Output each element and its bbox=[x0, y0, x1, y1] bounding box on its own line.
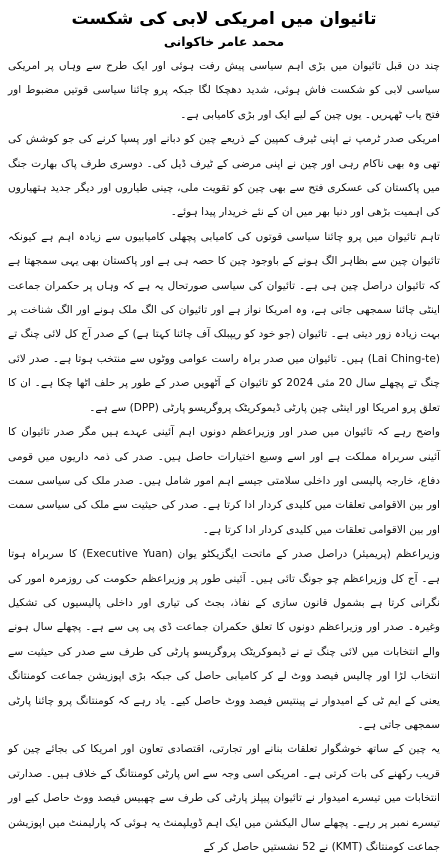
article-paragraph: واضح رہے کہ تائیوان میں صدر اور وزیراعظم دونوں اہم آئینی عہدے ہیں مگر صدر تائیوان کا آئینی سربراہ مملکت ہے اور اسے وسیع اختیارات حاصل ہیں۔ صدر کی ذمہ داریوں میں قومی دفاع، خارجہ پالیسی اور داخلی سلامتی جیسے اہم امور شامل ہیں۔ صدر ملک کی سیاسی سمت اور بین الاقوامی تعلقات میں کلیدی کردار ادا کرتا ہے۔ صدر کی حیثیت سے ملک کی سیاسی سمت اور بین الاقوامی تعلقات میں کلیدی کردار ادا کرتا ہے۔ bbox=[8, 426, 440, 536]
article-paragraph: تاہم تائیوان میں پرو چائنا سیاسی قوتوں کی کامیابی پچھلی کامیابیوں سے زیادہ اہم ہے کیونکہ تائیوان چین سے بظاہر الگ ہونے کے باوجود چین کا حصہ ہی ہے اور پاکستان بھی یہی سمجھتا ہے کہ تائیوان دراصل چین ہی ہے۔ تائیوان کی سیاسی صورتحال یہ ہے کہ وہاں پر حکمران جماعت اینٹی چائنا سمجھی جاتی ہے، وہ امریکا نواز ہے اور تائیوان کی الگ ملک ہونے اور الگ شناخت پر بہت زیادہ زور دیتی ہے۔ تائیوان (جو خود کو ریپبلک آف چائنا کہتا ہے) کے صدر آج کل لائی چنگ تے (Lai Ching-te) ہیں۔ تائیوان میں صدر براہ راست عوامی ووٹوں سے منتخب ہوتا ہے۔ صدر لائی چنگ تے پچھلے سال 20 مئی 2024 کو تائیوان کے آٹھویں صدر کے طور پر حلف اٹھا چکا ہے۔ ان کا تعلق پرو امریکا اور اینٹی چین پارٹی ڈیموکریٹک پروگریسو پارٹی (DPP) سے ہے۔ bbox=[8, 230, 440, 414]
article-paragraph: یہ چین کے ساتھ خوشگوار تعلقات بنانے اور تجارتی، اقتصادی تعاون اور امریکا کی بجائے چین کو قریب رکھنے کی بات کرتی ہے۔ امریکی اسی وجہ سے اس پارٹی کومنتانگ کے خلاف ہیں۔ صدارتی انتخابات میں تیسرے امیدوار نے تائیوان پیپلز پارٹی کی طرف سے چھبیس فیصد ووٹ حاصل کیے اور تیسرے نمبر پر رہے۔ پچھلے سال الیکشن میں ایک اہم ڈویلپمنٹ یہ ہوئی کہ پارلیمنٹ میں اپوزیشن جماعت کومنتانگ (KMT) نے 52 نشستیں حاصل کر کے bbox=[8, 743, 440, 853]
article-title: تائیوان میں امریکی لابی کی شکست bbox=[71, 9, 377, 29]
article-paragraph: وزیراعظم (پریمیئر) دراصل صدر کے ماتحت ایگزیکٹو یوان (Executive Yuan) کا سربراہ ہوتا ہے۔ آج کل وزیراعظم چو جونگ تائی ہیں۔ آئینی طور پر وزیراعظم حکومت کی روزمرہ امور کی نگرانی کرتا ہے بشمول قانون سازی کے نفاذ، بجٹ کی تیاری اور داخلی پالیسیوں کی تشکیل وغیرہ۔ صدر اور وزیراعظم دونوں کا تعلق حکمران جماعت ڈی پی پی سے ہے۔ پچھلے سال ہونے والے انتخابات میں لائی چنگ تے نے ڈیموکریٹک پروگریسو پارٹی کی طرف سے صدر کی حیثیت سے انتخاب لڑا اور چالیس فیصد ووٹ لے کر کامیابی حاصل کی جبکہ بڑی اپوزیشن جماعت کومنتانگ یعنی کے ایم ٹی کے امیدوار نے پینتیس فیصد ووٹ حاصل کیے۔ یاد رہے کہ کومنتانگ پرو چائنا پارٹی سمجھی جاتی ہے۔ bbox=[8, 548, 441, 731]
article-paragraph: امریکی صدر ٹرمپ نے اپنی ٹیرف کمپین کے ذریعے چین کو دبانے اور پسپا کرنے کی جو کوشش کی تھی وہ بھی ناکام رہی اور چین نے اپنی مرضی کے ٹیرف ڈیل کی۔ دوسری طرف پاک بھارت جنگ میں پاکستان کی عسکری فتح سے بھی چین کو تقویت ملی، چینی طیاروں اور دیگر جدید ہتھیاروں کی اہمیت بڑھی اور دنیا بھر میں ان کے نئے خریدار پیدا ہوئے۔ bbox=[8, 133, 440, 219]
article-body bbox=[8, 54, 440, 859]
article-paragraph: چند دن قبل تائیوان میں بڑی اہم سیاسی پیش رفت ہوئی اور ایک طرح سے وہاں پر امریکی سیاسی لابی کو شکست فاش ہوئی، شدید دھچکا لگا جبکہ پرو چائنا سیاسی قوتیں مضبوط اور فتح یاب ٹھہریں۔ یوں چین کے لیے ایک اور بڑی کامیابی ہے۔ bbox=[8, 60, 440, 121]
article-author: محمد عامر خاکوانی bbox=[163, 34, 285, 49]
